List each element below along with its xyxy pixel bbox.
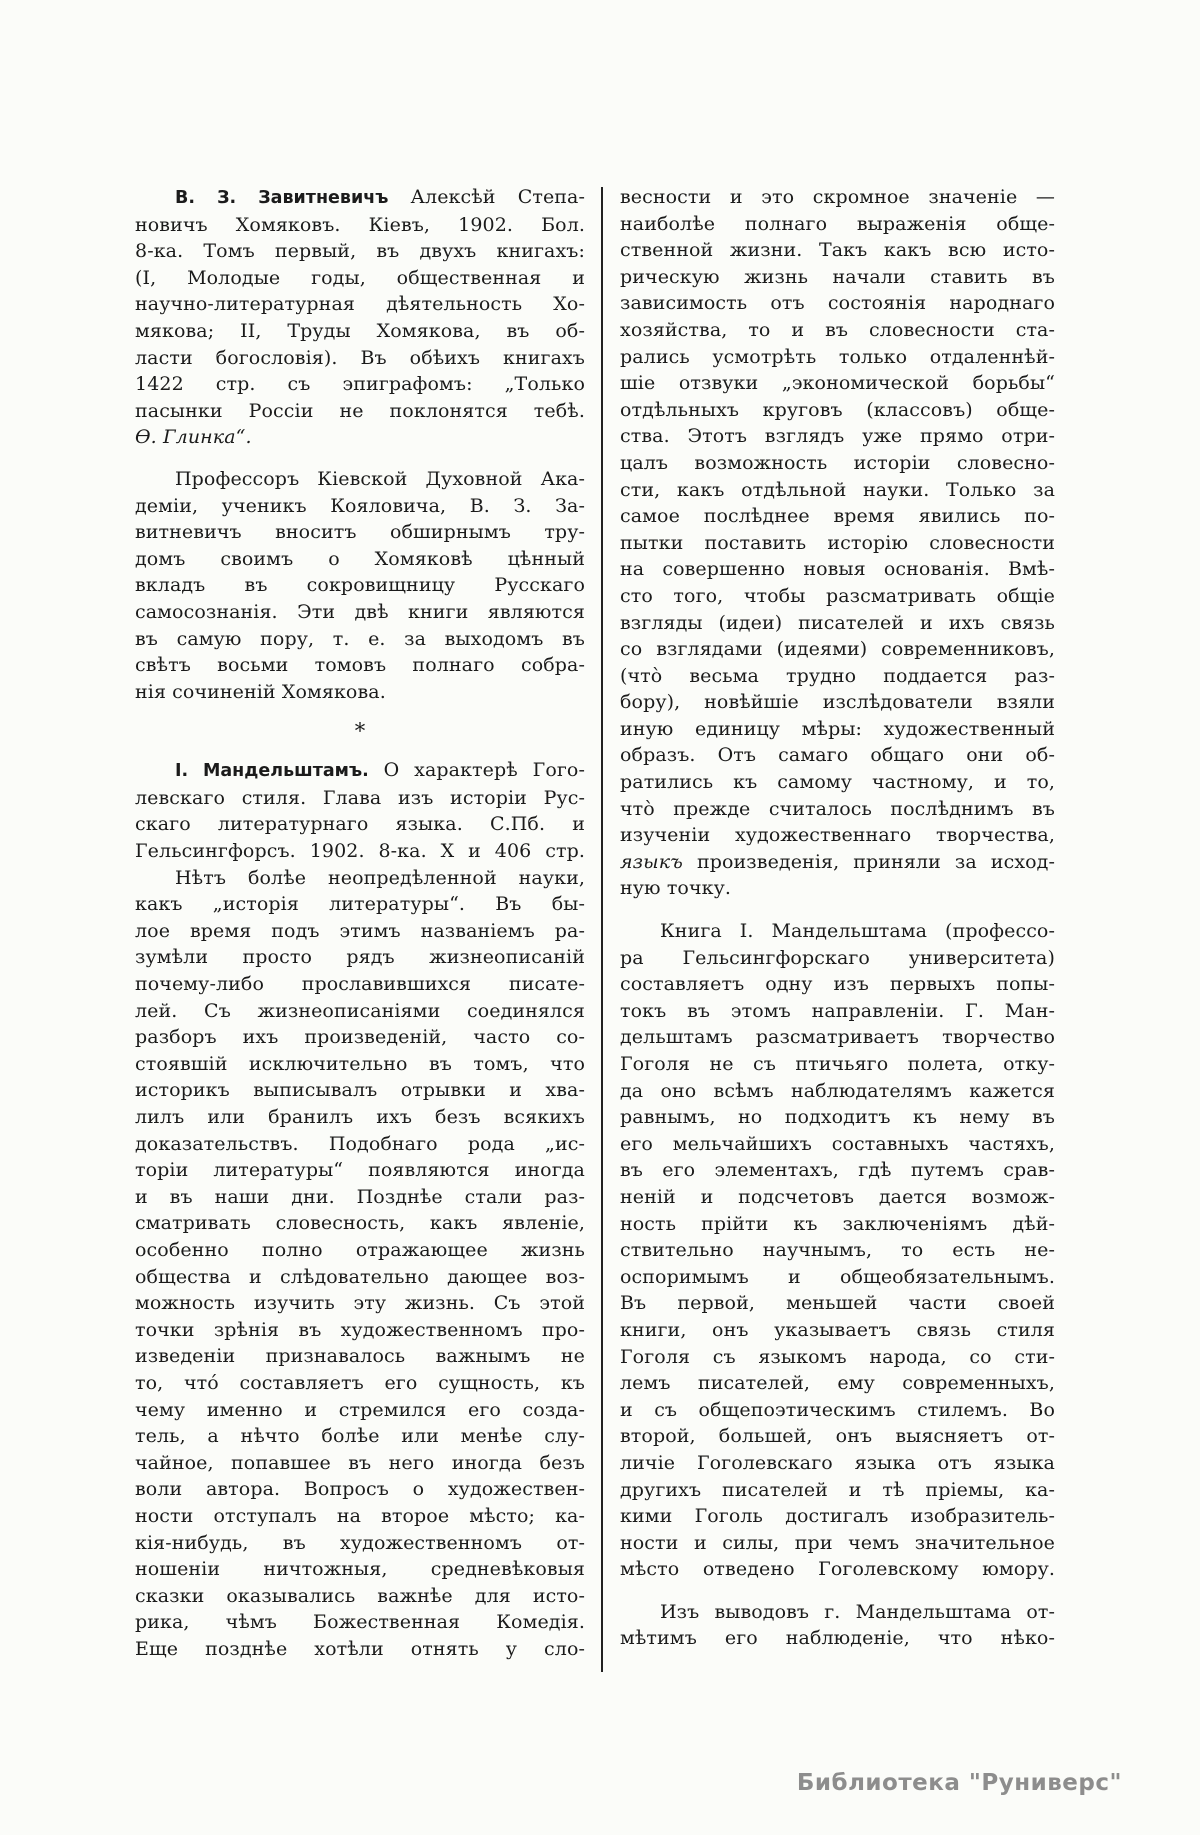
text-line: (что̀ весьма трудно поддается раз- (620, 664, 1055, 687)
text-line: В. З. Завитневичъ Алексѣй Степа- (175, 186, 585, 208)
text-line: личіе Гоголевскаго языка отъ языка (620, 1451, 1055, 1474)
text-line: ратились къ самому частному, и то, (620, 771, 1055, 794)
review-mandelstam-book (620, 918, 1055, 1583)
section-separator: * (354, 719, 366, 744)
text-line: тель, а нѣчто болѣе или менѣе слу- (135, 1425, 585, 1448)
text-line: особенно полно отражающее жизнь (135, 1238, 585, 1261)
column-right (620, 184, 1055, 1652)
text-line: другихъ писателей и тѣ пріемы, ка- (620, 1478, 1055, 1501)
library-watermark: Библиотека "Руниверс" (796, 1770, 1122, 1796)
text-line: шіе отзвуки „экономической борьбы“ (620, 372, 1055, 395)
text-line: бору), новѣйшіе изслѣдователи взяли (620, 691, 1055, 714)
text-line: 8-ка. Томъ первый, въ двухъ книгахъ: (135, 240, 585, 263)
text-line: составляетъ одну изъ первыхъ попы- (620, 973, 1055, 996)
text-line: мѣтимъ его наблюденіе, что нѣко- (620, 1627, 1055, 1650)
review-mandelstam (135, 865, 585, 1663)
text-line: новичъ Хомяковъ. Кіевъ, 1902. Бол. (135, 213, 585, 236)
text-line: Гельсингфорсъ. 1902. 8-ка. X и 406 стр. (135, 840, 585, 863)
text-line: его мельчайшихъ составныхъ частяхъ, (620, 1132, 1055, 1155)
text-line: (I, Молодые годы, общественная и (135, 266, 585, 289)
column-divider (601, 187, 603, 1672)
text-line: лемъ писателей, ему современныхъ, (620, 1372, 1055, 1395)
text-line: пытки поставить исторію словесности (620, 531, 1055, 554)
text-line: да оно всѣмъ наблюдателямъ кажется (620, 1079, 1055, 1102)
text-line: рика, чѣмъ Божественная Комедія. (135, 1611, 585, 1634)
text-line: сказки оказывались важнѣе для исто- (135, 1584, 585, 1607)
text-line: взгляды (идеи) писателей и ихъ связь (620, 611, 1055, 634)
text-line: кія-нибудь, въ художественномъ от- (135, 1531, 585, 1554)
text-line: точки зрѣнія въ художественномъ про- (135, 1318, 585, 1341)
text-line: можность изучить эту жизнь. Съ этой (135, 1292, 585, 1315)
text-line: Профессоръ Кіевской Духовной Ака- (175, 467, 585, 490)
text-line: Въ первой, меньшей части своей (620, 1292, 1055, 1315)
text-line: Ѳ. Глинка“. (135, 426, 252, 449)
text-line: пасынки Россіи не поклонятся тебѣ. (135, 399, 585, 422)
text-line: лилъ или бранилъ ихъ безъ всякихъ (135, 1106, 585, 1128)
text-line: образъ. Отъ самаго общаго они об- (620, 744, 1055, 767)
text-line: вкладъ въ сокровищницу Русскаго (135, 574, 585, 597)
column-left (135, 184, 585, 1662)
text-line: кими Гоголь достигалъ изобразитель- (620, 1505, 1055, 1528)
entry-zavitnevich (135, 184, 585, 451)
text-line: научно-литературная дѣятельность Хо- (135, 293, 585, 316)
text-line: и съ общепоэтическимъ стилемъ. Во (620, 1398, 1055, 1421)
text-line: на совершенно новыя основанія. Вмѣ- (620, 558, 1055, 581)
text-line: рическую жизнь начали ставить въ (620, 265, 1055, 288)
text-line: лое время подъ этимъ названіемъ ра- (135, 919, 585, 942)
text-line: Нѣтъ болѣе неопредѣленной науки, (175, 866, 585, 889)
text-line: въ самую пору, т. е. за выходомъ въ (135, 627, 585, 650)
text-line: и въ наши дни. Позднѣе стали раз- (135, 1185, 585, 1208)
text-line: неній и подсчетовъ дается возмож- (620, 1185, 1055, 1208)
text-line: почему-либо прославившихся писате- (135, 973, 585, 996)
text-line: разборъ ихъ произведеній, часто со- (135, 1026, 585, 1049)
text-line: зумѣли просто рядъ жизнеописаній (135, 946, 585, 969)
text-line: сто того, чтобы разсматривать общіе (620, 584, 1055, 607)
text-line: ства. Этотъ взглядъ уже прямо отри- (620, 425, 1055, 448)
text-line: мякова; II, Труды Хомякова, въ об- (135, 319, 585, 342)
text-line: сматривать словесность, какъ явленіе, (135, 1212, 585, 1235)
text-line: ра Гельсингфорскаго университета) (620, 946, 1055, 969)
text-line: токъ въ этомъ направленіи. Г. Ман- (620, 999, 1055, 1022)
text-line: Книга І. Мандельштама (профессо- (660, 920, 1055, 943)
text-line: сти, какъ отдѣльной науки. Только за (620, 478, 1055, 501)
text-line: отдѣльныхъ круговъ (классовъ) обще- (620, 398, 1055, 421)
text-line: витневичъ вноситъ обширнымъ тру- (135, 521, 585, 544)
text-line: лей. Съ жизнеописаніями соединялся (135, 999, 585, 1022)
text-line: оспоримымъ и общеобязательнымъ. (620, 1265, 1055, 1288)
text-line: изведеніи признавалось важнымъ не (135, 1345, 585, 1368)
text-line: общества и слѣдовательно дающее воз- (135, 1265, 585, 1288)
text-line: мѣсто отведено Гоголевскому юмору. (620, 1558, 1055, 1581)
text-line: Гоголя съ языкомъ народа, со сти- (620, 1345, 1055, 1368)
text-line: рались усмотрѣть только отдаленнѣй- (620, 345, 1055, 368)
review-mandelstam-continued (620, 184, 1055, 902)
text-line: ласти богословія). Въ обѣихъ книгахъ (135, 346, 585, 369)
text-line: 1422 стр. съ эпиграфомъ: „Только (135, 373, 585, 396)
text-line: деміи, ученикъ Кояловича, В. З. За- (135, 494, 585, 517)
text-line: хозяйства, то и въ словесности ста- (620, 318, 1055, 341)
review-zavitnevich (135, 466, 585, 705)
text-line: чайное, попавшее въ него иногда безъ (135, 1451, 585, 1474)
text-line: ношеніи ничтожныя, средневѣковыя (135, 1558, 585, 1581)
text-line: дельштамъ разсматриваетъ творчество (620, 1026, 1055, 1049)
text-line: равнымъ, но подходитъ къ нему въ (620, 1106, 1055, 1129)
text-line: историкъ выписывалъ отрывки и хва- (135, 1079, 585, 1102)
text-line: иную единицу мѣры: художественный (620, 717, 1055, 740)
text-line: ность прійти къ заключеніямъ дѣй- (620, 1212, 1055, 1235)
text-line: зависимость отъ состоянія народнаго (620, 292, 1055, 315)
text-line: левскаго стиля. Глава изъ исторіи Рус- (135, 786, 585, 809)
text-line: второй, большей, онъ выясняетъ от- (620, 1425, 1055, 1448)
text-line: Гоголя не съ птичьяго полета, отку- (620, 1053, 1055, 1075)
text-line: Изъ выводовъ г. Мандельштама от- (660, 1600, 1055, 1623)
text-line: книги, онъ указываетъ связь стиля (620, 1318, 1055, 1341)
text-line: доказательствъ. Подобнаго рода „ис- (135, 1132, 585, 1155)
text-line: самосознанія. Эти двѣ книги являются (135, 600, 585, 623)
text-line: торіи литературы“ появляются иногда (135, 1159, 585, 1182)
text-line: ности и силы, при чемъ значительное (620, 1531, 1055, 1554)
text-line: ственной жизни. Такъ какъ всю исто- (620, 239, 1055, 262)
text-line: наиболѣе полнаго выраженія обще- (620, 212, 1055, 235)
text-line: цалъ возможность исторіи словесно- (620, 451, 1055, 474)
review-conclusions (620, 1599, 1055, 1652)
text-line: самое послѣднее время явились по- (620, 505, 1055, 528)
text-line: ную точку. (620, 877, 732, 900)
text-line: свѣтъ восьми томовъ полнаго собра- (135, 654, 585, 677)
text-line: чему именно и стремился его созда- (135, 1398, 585, 1421)
text-line: воли автора. Вопросъ о художествен- (135, 1478, 585, 1501)
text-line: то, что́ составляетъ его сущность, къ (135, 1371, 585, 1394)
text-line: домъ своимъ о Хомяковѣ цѣнный (135, 547, 585, 570)
text-line: ствительно научнымъ, то есть не- (620, 1239, 1055, 1262)
text-line: ности отступалъ на второе мѣсто; ка- (135, 1504, 585, 1527)
text-line: что̀ прежде считалось послѣднимъ въ (620, 797, 1055, 820)
text-line: языкъ произведенія, приняли за исход- (620, 850, 1055, 873)
text-line: Еще позднѣе хотѣли отнять у сло- (135, 1637, 585, 1660)
text-line: въ его элементахъ, гдѣ путемъ срав- (620, 1159, 1055, 1182)
text-line: нія сочиненій Хомякова. (135, 680, 386, 703)
text-line: весности и это скромное значеніе — (620, 186, 1055, 208)
text-line: скаго литературнаго языка. С.Пб. и (135, 813, 585, 836)
text-line: какъ „исторія литературы“. Въ бы- (135, 893, 585, 916)
entry-mandelstam (135, 757, 585, 864)
text-line: стоявшій исключительно въ томъ, что (135, 1052, 585, 1075)
text-line: со взглядами (идеями) современниковъ, (620, 638, 1055, 661)
text-line: изученіи художественнаго творчества, (620, 824, 1055, 847)
text-line: І. Мандельштамъ. О характерѣ Гого- (175, 759, 585, 782)
